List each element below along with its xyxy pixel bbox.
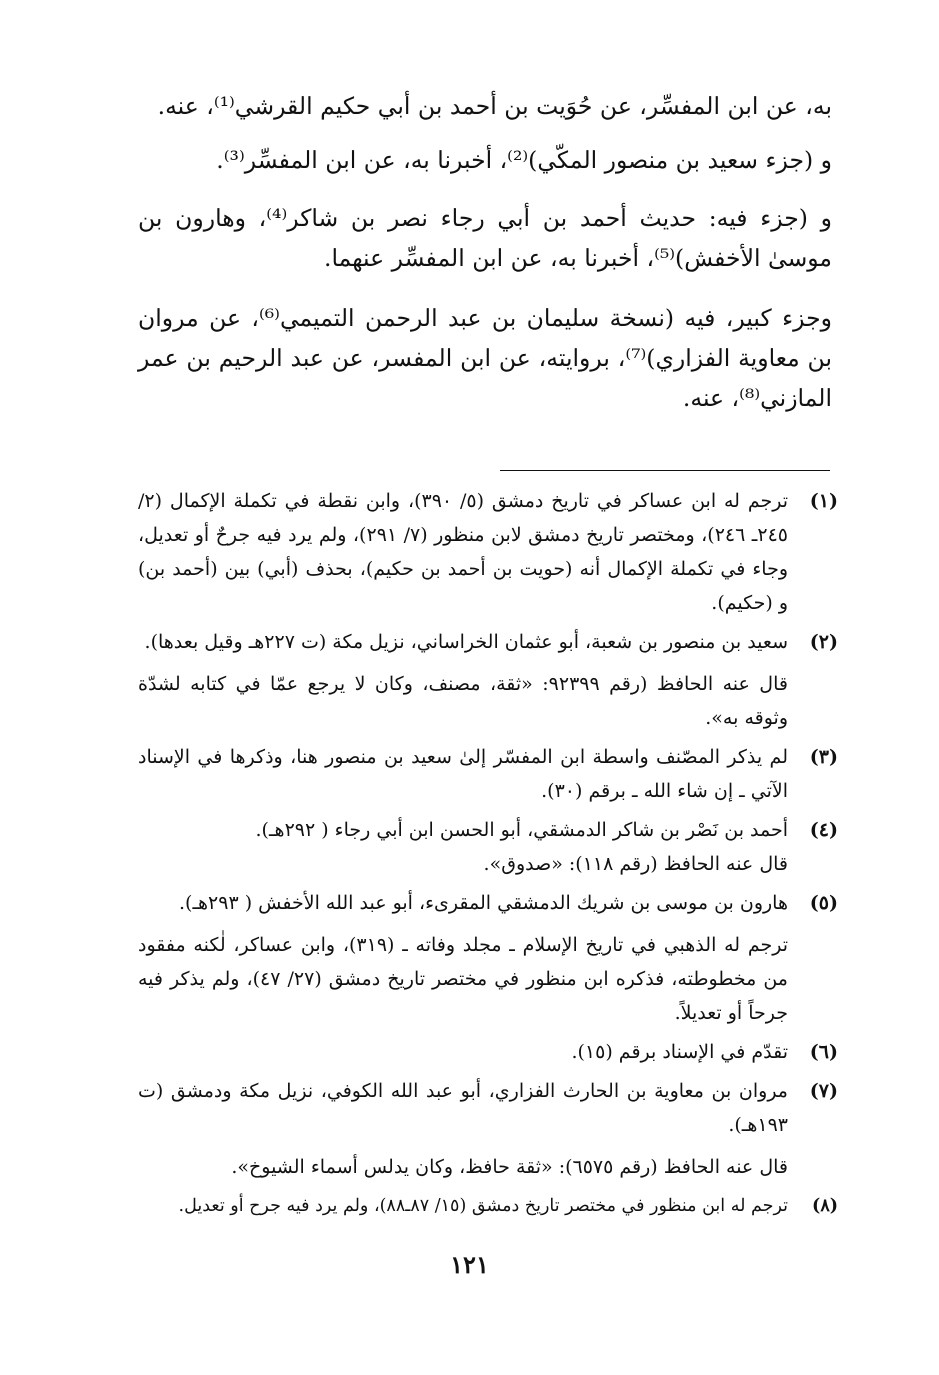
footnote-number: (١): [809, 490, 838, 512]
footnote-separator: [500, 470, 830, 471]
main-paragraph: به، عن ابن المفسِّر، عن حُوَيت بن أحمد بن أبي حكيم القرشي⁽¹⁾، عنه.: [157, 92, 832, 120]
footnote-text: قال عنه الحافظ (رقم ١١٨): «صدوق».: [483, 853, 788, 875]
main-text: [138, 86, 832, 418]
footnote-text: أحمد بن نَصْر بن شاكر الدمشقي، أبو الحسن ابن أبي رجاء ( ٢٩٢هـ).: [255, 819, 788, 841]
footnote-number: (٢): [809, 631, 838, 653]
footnote-number: (٤): [809, 819, 838, 841]
footnote: [138, 484, 838, 620]
footnote-text: ترجم له الذهبي في تاريخ الإسلام ـ مجلد وفاته ـ (٣١٩)، وابن عساكر، لٰكنه مفقود من مخطوطته، فذكره ابن منظور في مختصر تاريخ دمشق (٢٧/ ٤٧)، ولم يذكر فيه جرحاً أو تعديلاً.: [138, 934, 789, 1024]
footnote-number: (٣): [809, 746, 838, 768]
main-paragraph: و (جزء فيه: حديث أحمد بن أبي رجاء نصر بن شاكر⁽⁴⁾، وهارون بن موسىٰ الأخفش)⁽⁵⁾، أخبرنا به، عن ابن المفسِّر عنهما.: [138, 204, 832, 272]
footnotes: [138, 484, 838, 1223]
footnote: [138, 1074, 838, 1184]
page-number: ١٢١: [450, 1250, 489, 1279]
footnote: [138, 740, 838, 808]
footnote-text: هارون بن موسى بن شريك الدمشقي المقرىء، أبو عبد الله الأخفش ( ٢٩٣هـ).: [179, 892, 788, 914]
footnote-number: (٦): [809, 1041, 838, 1063]
footnote-number: (٧): [809, 1080, 838, 1102]
footnote: [138, 625, 838, 735]
footnote-text: ترجم له ابن عساكر في تاريخ دمشق (٥/ ٣٩٠)، وابن نقطة في تكملة الإكمال (٢/ ٢٤٥ـ ٢٤٦)، ومختصر تاريخ دمشق لابن منظور (٧/ ٢٩١)، ولم يرد فيه جرحٌ أو تعديل، وجاء في تكملة الإكمال أنه (حويت بن أحمد بن حكيم)، بحذف (أبي) بين (أحمد بن) و (حكيم).: [138, 490, 789, 614]
main-paragraph: وجزء كبير، فيه (نسخة سليمان بن عبد الرحمن التميمي⁽⁶⁾، عن مروان بن معاوية الفزاري)⁽⁷⁾، بروايته، عن ابن المفسر، عن عبد الرحيم بن عمر المازني⁽⁸⁾، عنه.: [138, 304, 832, 412]
footnote: [138, 1035, 838, 1069]
footnote-text: ترجم له ابن منظور في مختصر تاريخ دمشق (١٥/ ٨٧ـ٨٨)، ولم يرد فيه جرح أو تعديل.: [178, 1196, 788, 1216]
footnote-text: قال عنه الحافظ (رقم ٩٢٣٩٩: «ثقة، مصنف، وكان لا يرجع عمّا في كتابه لشدّة وثوقه به».: [138, 673, 788, 729]
footnote: [138, 886, 838, 1030]
footnote-text: لم يذكر المصّنف واسطة ابن المفسّر إلىٰ سعيد بن منصور هنا، وذكرها في الإسناد الآتي ـ إن شاء الله ـ برقم (٣٠).: [138, 746, 788, 802]
footnote: [138, 813, 838, 881]
footnote-text: سعيد بن منصور بن شعبة، أبو عثمان الخراساني، نزيل مكة (ت ٢٢٧هـ وقيل بعدها).: [144, 631, 788, 653]
footnote: [138, 1189, 838, 1223]
footnote-text: قال عنه الحافظ (رقم ٦٥٧٥): «ثقة حافظ، وكان يدلس أسماء الشيوخ».: [231, 1156, 788, 1178]
footnote-number: (٨): [812, 1196, 838, 1216]
footnote-text: تقدّم في الإسناد برقم (١٥).: [571, 1041, 788, 1063]
main-paragraph: و (جزء سعيد بن منصور المكّي)⁽²⁾، أخبرنا به، عن ابن المفسِّر⁽³⁾.: [216, 146, 832, 174]
footnote-text: مروان بن معاوية بن الحارث الفزاري، أبو عبد الله الكوفي، نزيل مكة ودمشق (ت ١٩٣هـ).: [138, 1080, 788, 1136]
footnote-number: (٥): [809, 892, 838, 914]
